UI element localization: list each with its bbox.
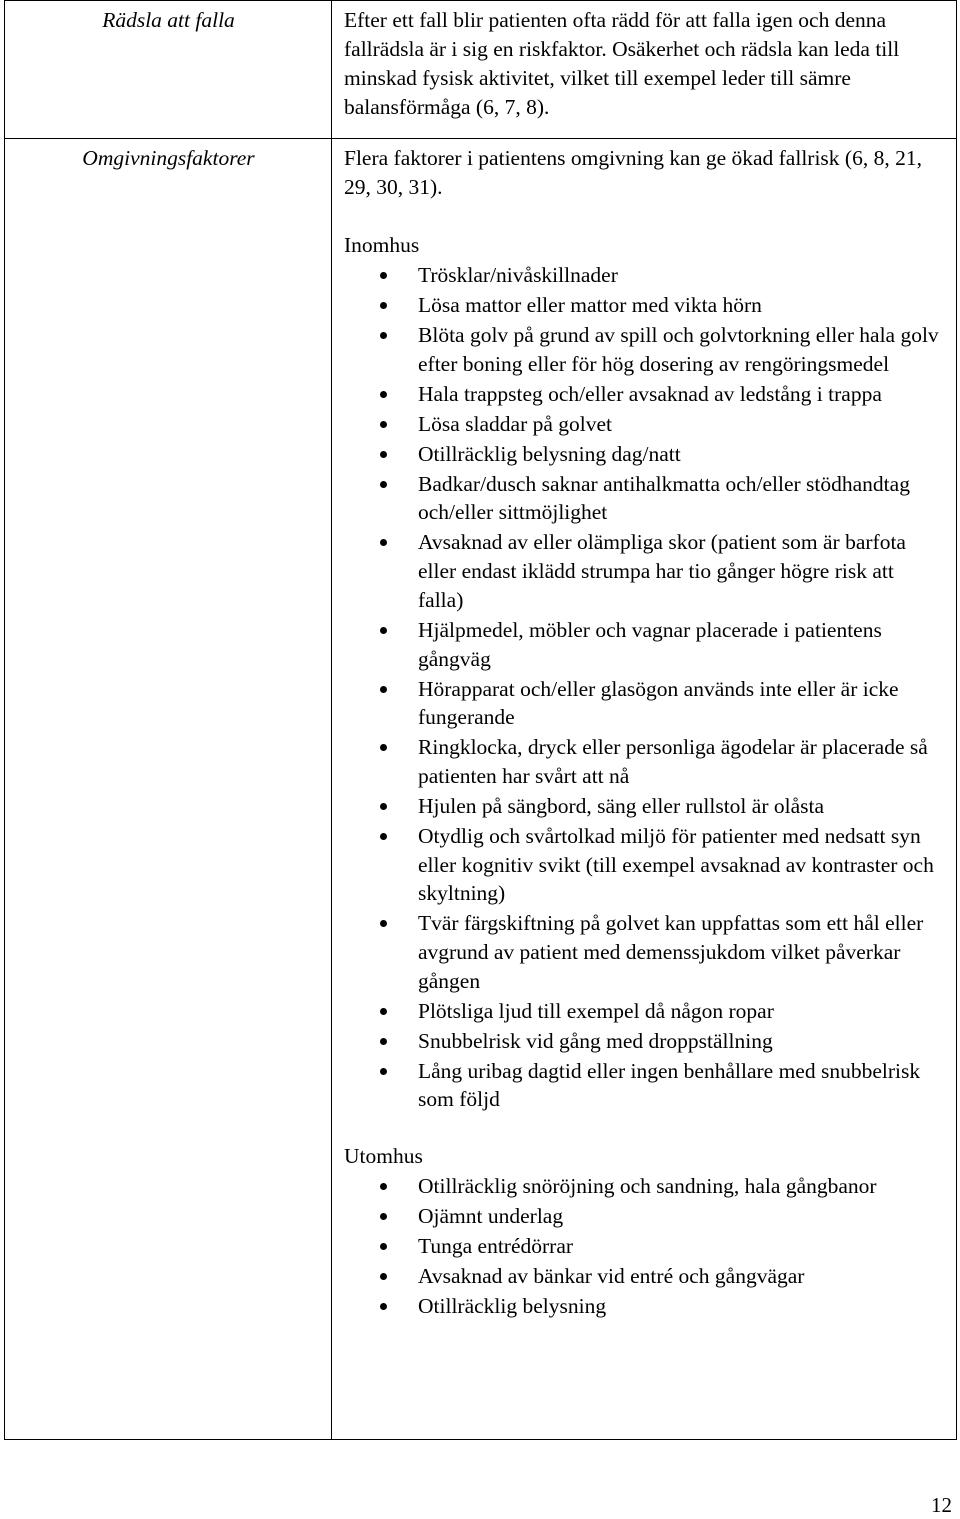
list-item-text: Otydlig och svårtolkad miljö för patienter med nedsatt syn eller kognitiv svikt (till exempel avsaknad av kontraster och skyltning) [418,823,934,906]
list-item [344,1172,944,1201]
list-item-text: Tvär färgskiftning på golvet kan uppfattas som ett hål eller avgrund av patient med demenssjukdom vilket påverkar gången [418,911,924,993]
bullet-icon [380,1183,387,1190]
bullet-icon [380,391,387,398]
bullet-icon [380,833,387,840]
bullet-icon [380,1068,387,1075]
row-content-cell [332,1,957,139]
list-item [344,997,944,1026]
list-item-text: Otillräcklig belysning dag/natt [418,441,681,466]
list-item-text: Tunga entrédörrar [418,1234,574,1259]
page-number: 12 [931,1493,952,1517]
row-label: Rädsla att falla [102,8,235,32]
list-item-text: Avsaknad av bänkar vid entré och gångvägar [418,1264,805,1289]
list-item [344,321,944,378]
list-item [344,380,944,409]
list-item-text: Plötsliga ljud till exempel då någon ropar [418,998,774,1023]
list-item [344,261,944,290]
table-row-fear-of-falling [5,1,957,139]
indoor-heading: Inomhus [344,233,420,257]
list-item [344,1027,944,1056]
bullet-icon [380,744,387,751]
list-item-text: Ringklocka, dryck eller personliga ägodelar är placerade så patienten har svårt att nå [418,735,928,788]
list-item-text: Lösa sladdar på golvet [418,411,613,436]
bullet-icon [380,1243,387,1250]
list-item [344,528,944,614]
list-item [344,410,944,439]
table-row-environmental-factors [5,139,957,1440]
bullet-icon [380,803,387,810]
outdoor-heading: Utomhus [344,1144,423,1169]
list-item [344,733,944,790]
list-item-text: Hjälpmedel, möbler och vagnar placerade i patientens gångväg [418,617,882,671]
bullet-icon [380,302,387,309]
list-item-text: Ojämnt underlag [418,1204,564,1229]
bullet-icon [380,1008,387,1015]
list-item-text: Hörapparat och/eller glasögon används inte eller är icke fungerande [418,676,899,730]
row-label-cell [5,1,332,139]
list-item-text: Trösklar/nivåskillnader [418,263,618,287]
list-item-text: Lösa mattor eller mattor med vikta hörn [418,293,762,317]
list-item-text: Snubbelrisk vid gång med droppställning [418,1028,773,1053]
fear-of-falling-text: Efter ett fall blir patienten ofta rädd för att falla igen och denna fallrädsla är i sig en riskfaktor. Osäkerhet och rädsla kan leda till minskad fysisk aktivitet, vilket till exempel leder till sämre balansförmåga (6, 7, 8). [344,8,900,119]
bullet-icon [380,272,387,279]
row-content-cell [332,139,957,1440]
bullet-icon [380,481,387,488]
bullet-icon [380,332,387,339]
list-item [344,1057,944,1114]
list-item-text: Otillräcklig belysning [418,1294,607,1319]
row-label-cell [5,139,332,1440]
list-item-text: Lång uribag dagtid eller ingen benhållare med snubbelrisk som följd [418,1058,921,1112]
bullet-icon [380,1273,387,1280]
list-item-text: Hjulen på sängbord, säng eller rullstol är olåsta [418,793,825,818]
list-item [344,792,944,821]
outdoor-factor-list [344,1172,944,1321]
bullet-icon [380,1303,387,1310]
list-item-text: Avsaknad av eller olämpliga skor (patient som är barfota eller endast iklädd strumpa har tio gånger högre risk att falla) [418,530,906,612]
bullet-icon [380,539,387,546]
bullet-icon [380,686,387,693]
indoor-factor-list [344,261,944,1114]
list-item [344,616,944,673]
list-item [344,1202,944,1231]
list-item-text: Badkar/dusch saknar antihalkmatta och/eller stödhandtag och/eller sittmöjlighet [418,471,910,525]
list-item [344,470,944,527]
risk-factor-table [4,0,957,1440]
list-item [344,1292,944,1321]
bullet-icon [380,627,387,634]
list-item [344,822,944,908]
list-item-text: Otillräcklig snöröjning och sandning, hala gångbanor [418,1174,877,1199]
list-item-text: Hala trappsteg och/eller avsaknad av ledstång i trappa [418,381,882,406]
list-item [344,1232,944,1261]
bullet-icon [380,421,387,428]
row-label: Omgivningsfaktorer [82,146,255,170]
list-item [344,291,944,320]
list-item-text: Blöta golv på grund av spill och golvtorkning eller hala golv efter boning eller för hög dosering av rengöringsmedel [418,323,939,376]
list-item [344,440,944,469]
list-item [344,675,944,732]
list-item [344,909,944,995]
environment-intro-text: Flera faktorer i patientens omgivning kan ge ökad fallrisk (6, 8, 21, 29, 30, 31). [344,146,922,199]
bullet-icon [380,1213,387,1220]
bullet-icon [380,451,387,458]
bullet-icon [380,1038,387,1045]
list-item [344,1262,944,1291]
bullet-icon [380,920,387,927]
